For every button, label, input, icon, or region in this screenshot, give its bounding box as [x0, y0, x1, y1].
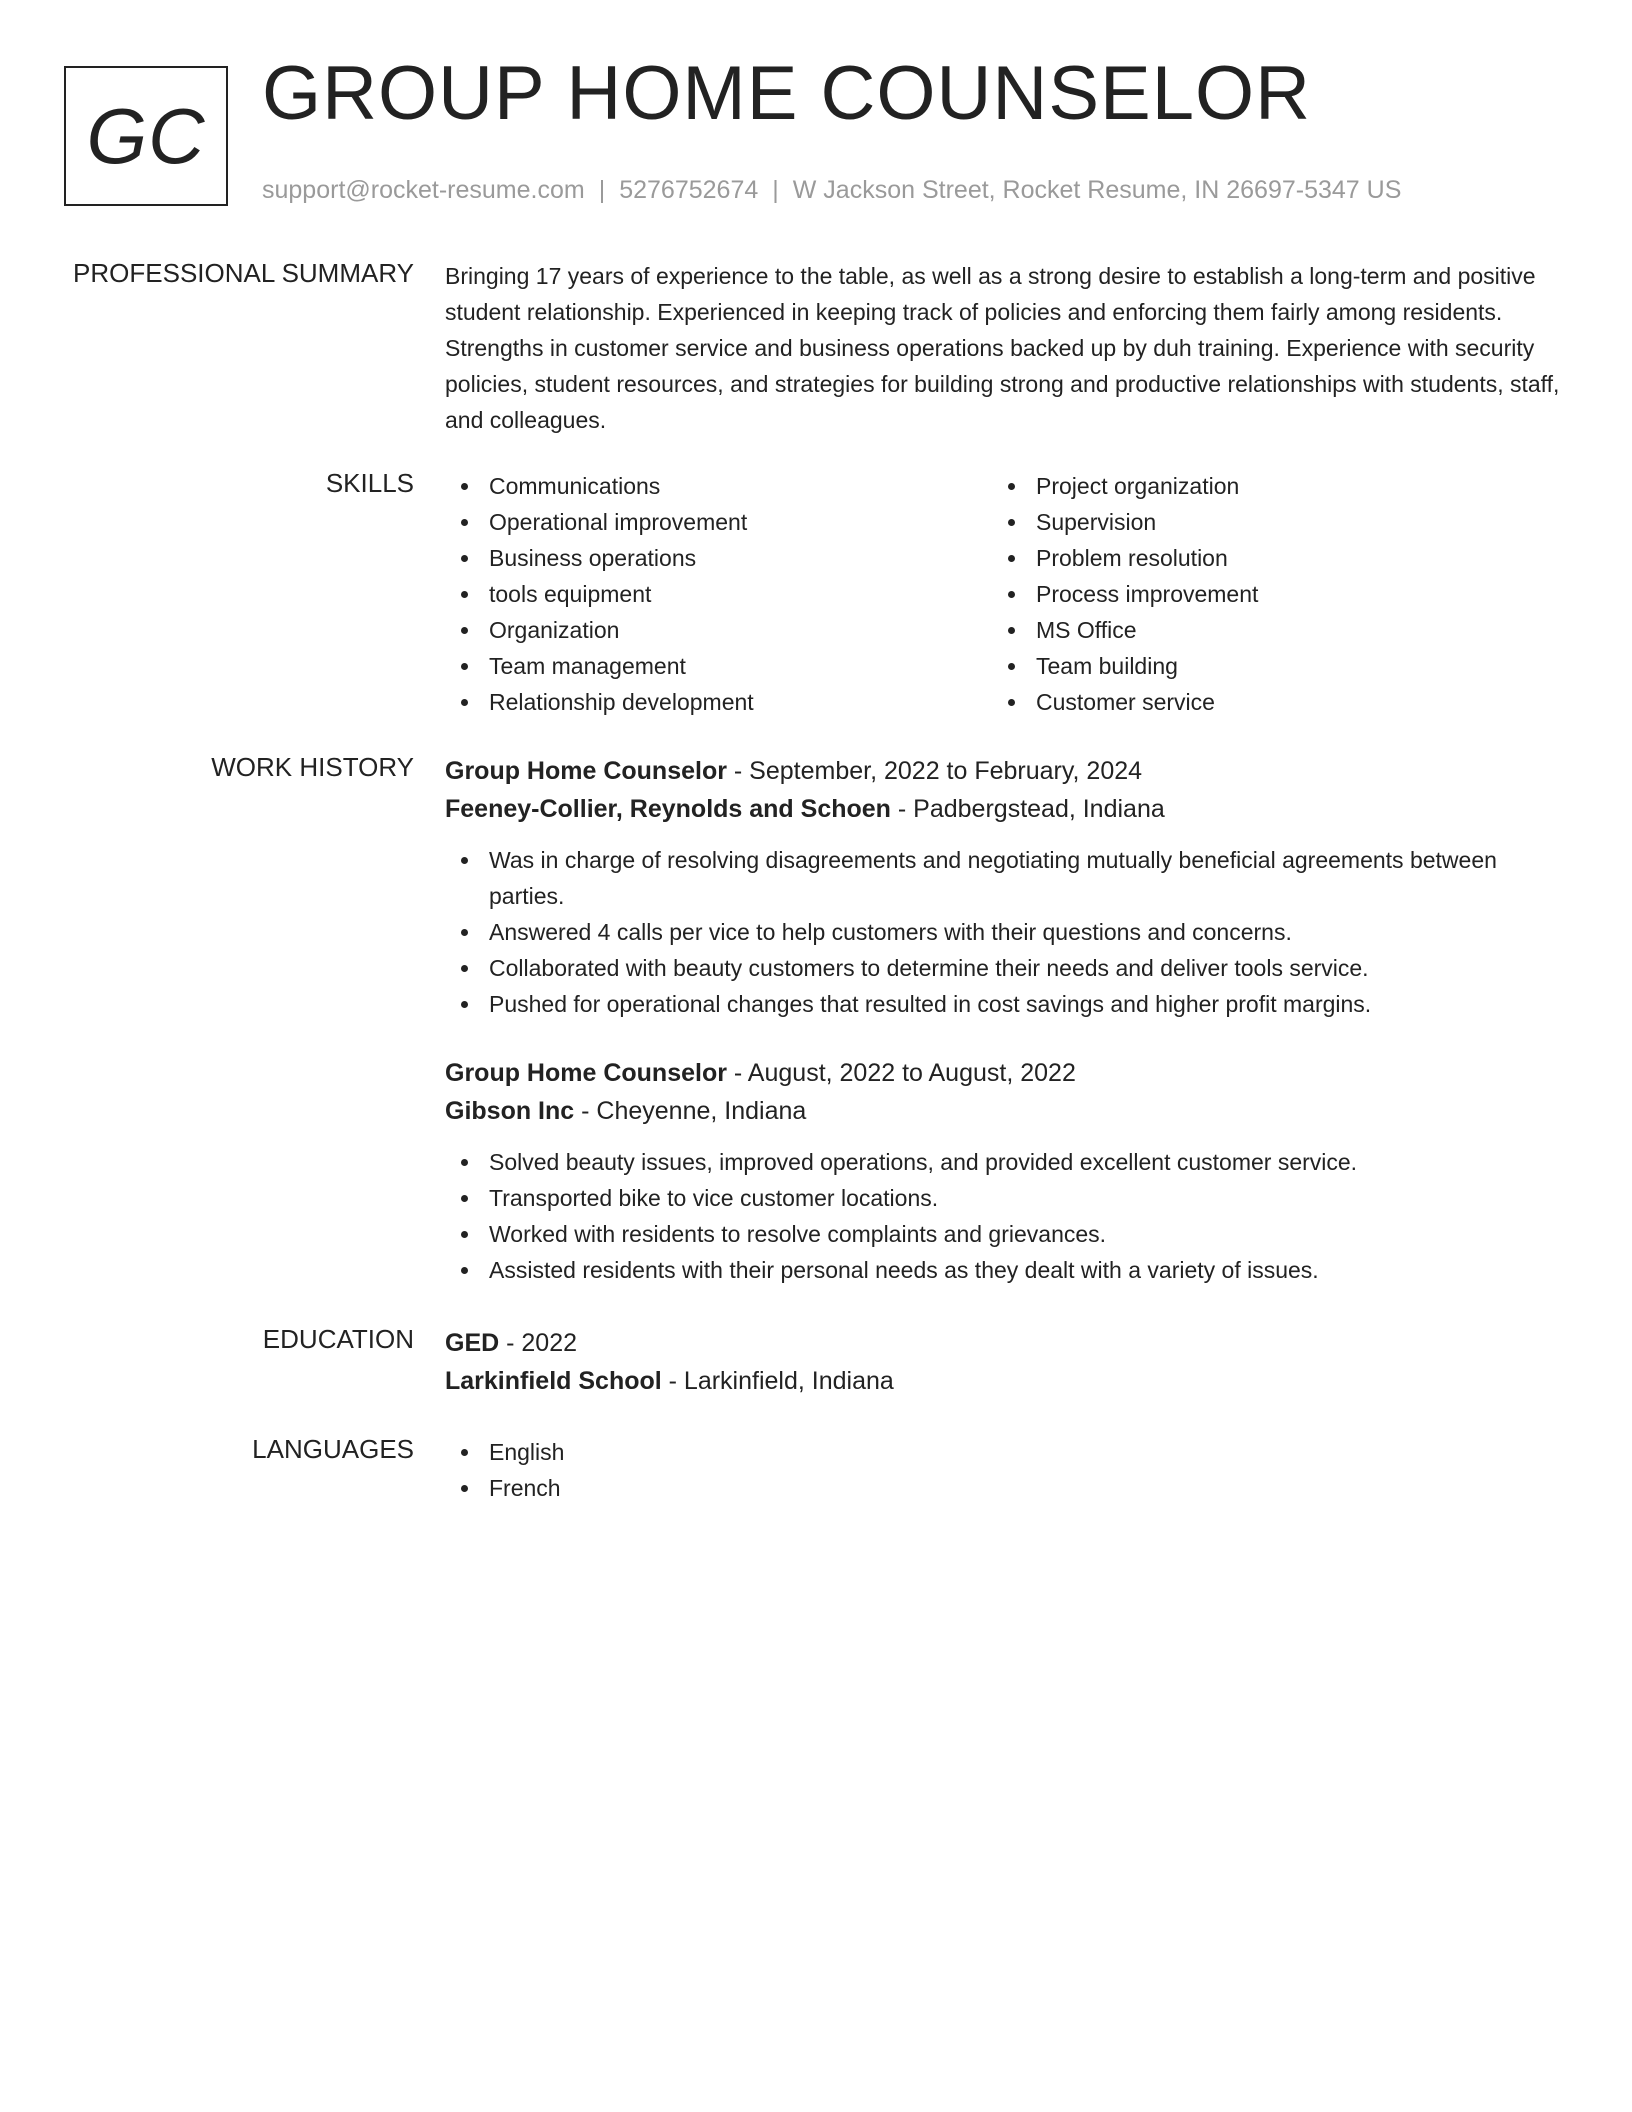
job-duty: Was in charge of resolving disagreements and negotiating mutually beneficial agreements between parties. [445, 842, 1560, 914]
education-degree-line [445, 1324, 1560, 1362]
skill-item: Customer service [992, 684, 1539, 720]
section-label-languages: LANGUAGES [252, 1434, 414, 1464]
section-label-skills: SKILLS [325, 468, 414, 498]
contact-phone[interactable]: 5276752674 [619, 176, 759, 204]
monogram-box [64, 66, 228, 206]
skill-item: MS Office [992, 612, 1539, 648]
languages-list [445, 1434, 1560, 1506]
summary-body [445, 258, 1560, 438]
job-company-line [445, 1092, 1560, 1130]
job-dates: - September, 2022 to February, 2024 [726, 757, 1143, 785]
skill-item: Business operations [445, 540, 992, 576]
education-body [445, 1324, 1560, 1400]
job-duty: Pushed for operational changes that resulted in cost savings and higher profit margins. [445, 986, 1560, 1022]
section-label-summary: PROFESSIONAL SUMMARY [73, 258, 414, 288]
section-label-work: WORK HISTORY [211, 752, 414, 782]
skills-list-right [992, 468, 1539, 720]
job-entry [445, 1054, 1560, 1288]
language-item: French [445, 1470, 1560, 1506]
job-title: Group Home Counselor [445, 757, 727, 785]
job-title-line [445, 752, 1560, 790]
skill-item: Project organization [992, 468, 1539, 504]
job-duties [445, 842, 1560, 1022]
education-year: - 2022 [499, 1329, 578, 1357]
skill-item: Team management [445, 648, 992, 684]
job-duty: Transported bike to vice customer locations. [445, 1180, 1560, 1216]
job-duty: Solved beauty issues, improved operations, and provided excellent customer service. [445, 1144, 1560, 1180]
job-duty: Assisted residents with their personal needs as they dealt with a variety of issues. [445, 1252, 1560, 1288]
monogram-initials: GC [86, 91, 206, 180]
job-duty: Answered 4 calls per vice to help customers with their questions and concerns. [445, 914, 1560, 950]
education-school-line [445, 1362, 1560, 1400]
job-entry [445, 752, 1560, 1022]
summary-text: Bringing 17 years of experience to the table, as well as a strong desire to establish a long-term and positive student relationship. Experienced in keeping track of policies and enforcing them fairly among residents. Strengths in customer service and business operations backed up by duh training. Experience with security policies, student resources, and strategies for building strong and productive relationships with students, staff, and colleagues. [445, 263, 1560, 433]
languages-body [445, 1434, 1560, 1506]
education-degree: GED [445, 1329, 500, 1357]
education-location: - Larkinfield, Indiana [661, 1367, 894, 1395]
section-label-education: EDUCATION [262, 1324, 414, 1354]
job-dates: - August, 2022 to August, 2022 [726, 1059, 1076, 1087]
skill-item: Supervision [992, 504, 1539, 540]
contact-email[interactable]: support@rocket-resume.com [262, 176, 585, 204]
resume-title: GROUP HOME COUNSELOR [262, 51, 1311, 136]
job-location: - Padbergstead, Indiana [890, 795, 1165, 823]
skill-item: Problem resolution [992, 540, 1539, 576]
job-company: Gibson Inc [445, 1097, 575, 1125]
job-title-line [445, 1054, 1560, 1092]
contact-line [262, 176, 1401, 205]
contact-separator: | [772, 176, 779, 204]
skill-item: Relationship development [445, 684, 992, 720]
skill-item: Communications [445, 468, 992, 504]
job-duty: Collaborated with beauty customers to determine their needs and deliver tools service. [445, 950, 1560, 986]
job-company: Feeney-Collier, Reynolds and Schoen [445, 795, 891, 823]
skill-item: Operational improvement [445, 504, 992, 540]
job-duties [445, 1144, 1560, 1288]
work-history-body [445, 752, 1560, 1288]
skill-item: Process improvement [992, 576, 1539, 612]
skills-body [445, 468, 1560, 720]
skill-item: Team building [992, 648, 1539, 684]
skills-list-left [445, 468, 992, 720]
skill-item: Organization [445, 612, 992, 648]
contact-address: W Jackson Street, Rocket Resume, IN 26697-5347 US [792, 176, 1402, 204]
job-title: Group Home Counselor [445, 1059, 727, 1087]
skill-item: tools equipment [445, 576, 992, 612]
contact-separator: | [598, 176, 606, 204]
education-school: Larkinfield School [445, 1367, 662, 1395]
job-location: - Cheyenne, Indiana [574, 1097, 807, 1125]
job-duty: Worked with residents to resolve complaints and grievances. [445, 1216, 1560, 1252]
language-item: English [445, 1434, 1560, 1470]
job-company-line [445, 790, 1560, 828]
